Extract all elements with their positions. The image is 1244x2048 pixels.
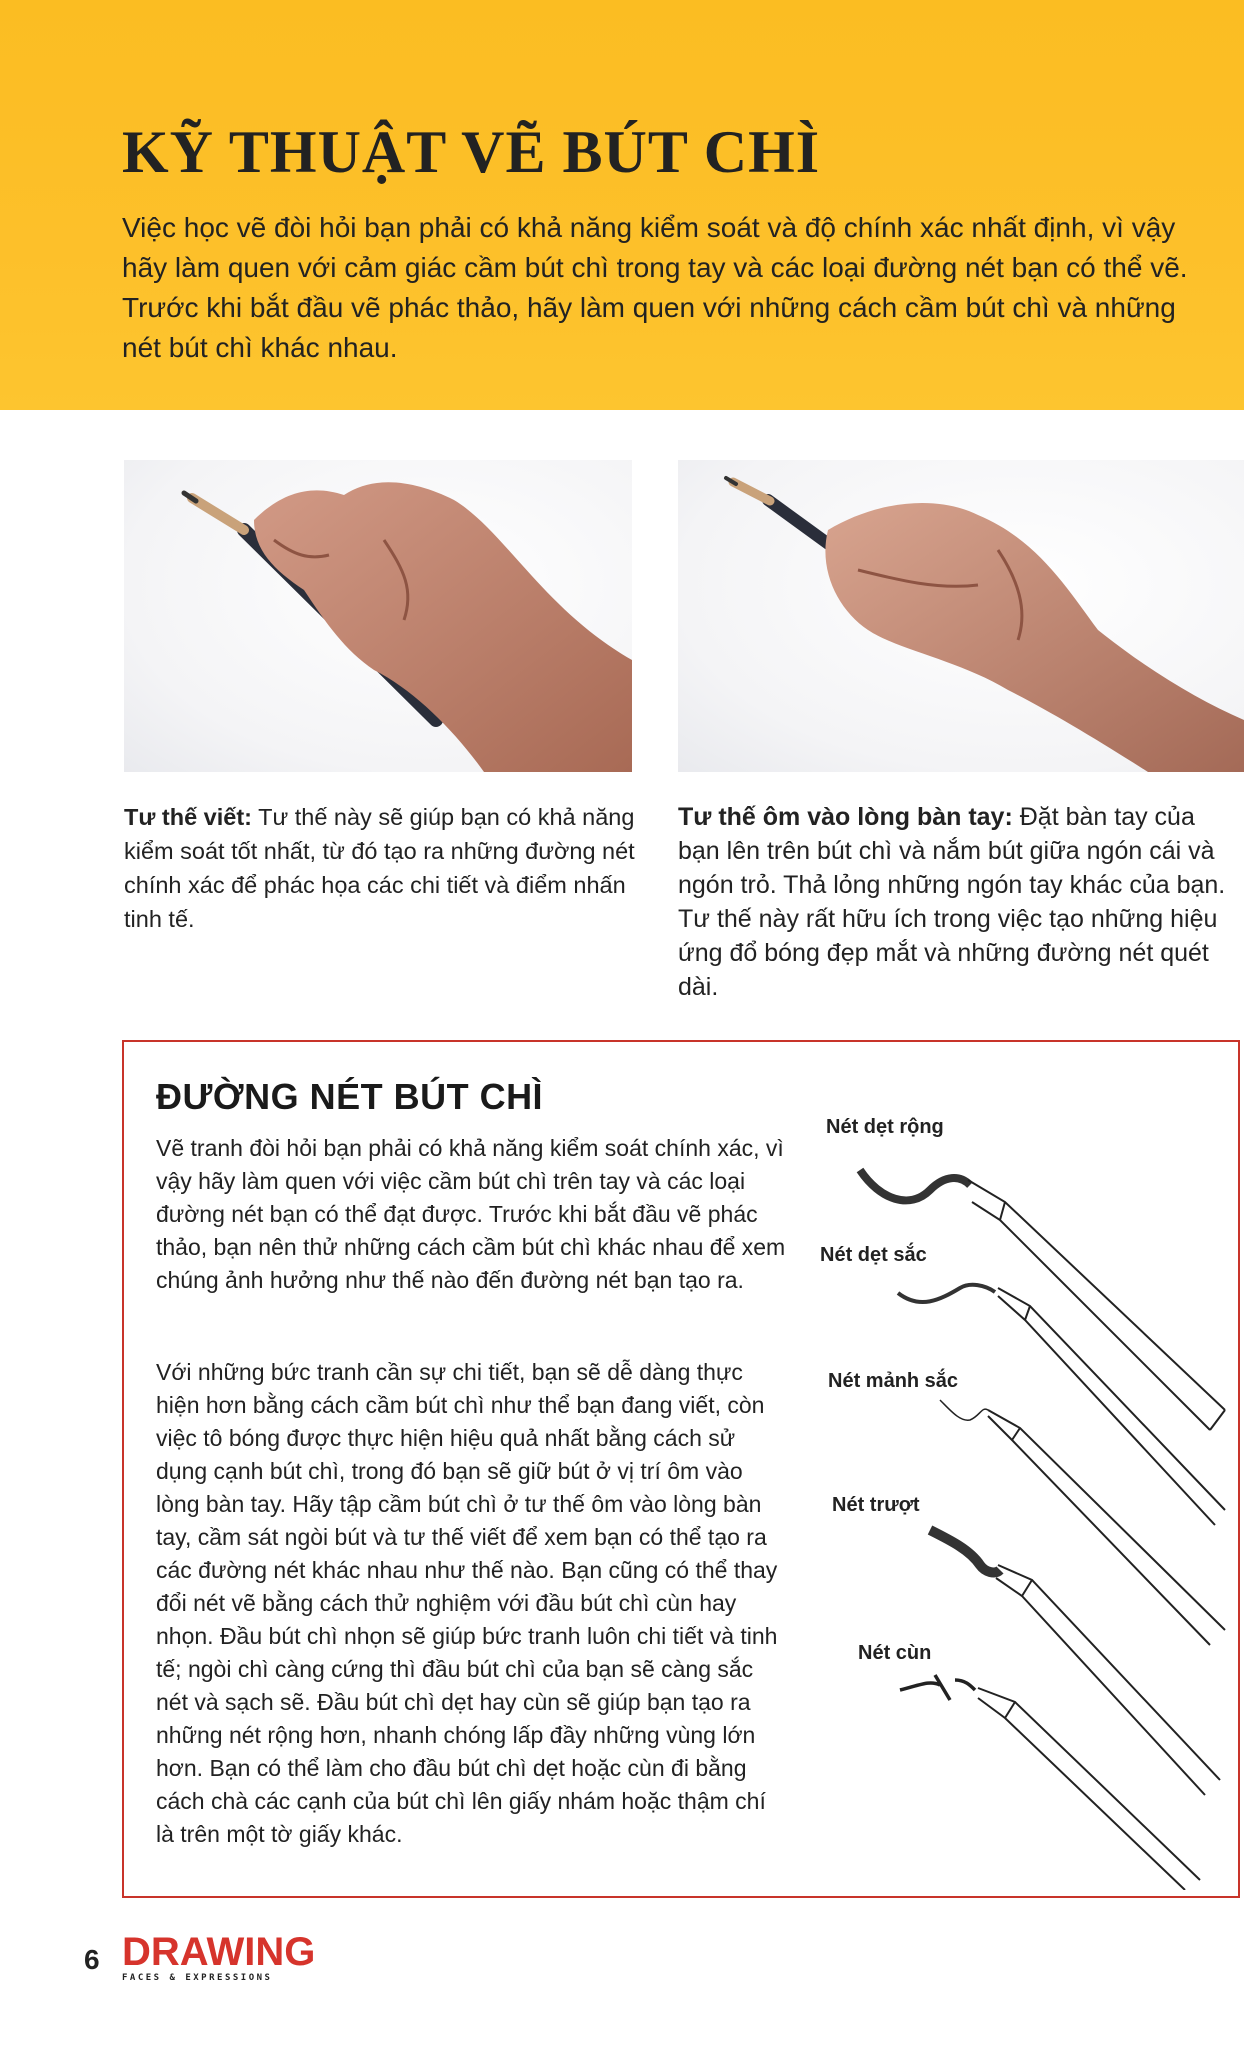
page-number: 6 bbox=[84, 1944, 100, 1975]
stroke-label-broad-flat: Nét dẹt rộng bbox=[826, 1116, 944, 1138]
caption-underhand-grip bbox=[678, 800, 1230, 1004]
page-title: KỸ THUẬT VẼ BÚT CHÌ bbox=[122, 119, 821, 185]
box-title: ĐƯỜNG NÉT BÚT CHÌ bbox=[156, 1076, 544, 1117]
stroke-label-glide: Nét trượt bbox=[832, 1494, 920, 1516]
intro-paragraph: Việc học vẽ đòi hỏi bạn phải có khả năng kiểm soát và độ chính xác nhất định, vì vậy hãy làm quen với cảm giác cầm bút chì trong tay và các loại đường nét bạn có thể vẽ. Trước khi bắt đầu vẽ phác thảo, hãy làm quen với những cách cầm bút chì và những nét bút chì khác nhau. bbox=[122, 212, 1188, 363]
stroke-label-blunt: Nét cùn bbox=[858, 1642, 932, 1664]
box-paragraph-2: Với những bức tranh cần sự chi tiết, bạn sẽ dễ dàng thực hiện hơn bằng cách cầm bút chì như thể bạn đang viết, còn việc tô bóng được thực hiện hiệu quả nhất bằng cách sử dụng cạnh bút chì, trong đó bạn sẽ giữ bút ở vị trí ôm vào lòng bàn tay. Hãy tập cầm bút chì ở tư thế ôm vào lòng bàn tay, cầm sát ngòi bút và tư thế viết để xem bạn có thể tạo ra các đường nét khác nhau như thế nào. Bạn cũng có thể thay đổi nét vẽ bằng cách thử nghiệm với đầu bút chì cùn hay nhọn. Đầu bút chì nhọn sẽ giúp bức tranh luôn chi tiết và tinh tế; ngòi chì càng cứng thì đầu bút chì của bạn sẽ càng sắc nét và sạch sẽ. Đầu bút chì dẹt hay cùn sẽ giúp bạn tạo ra những nét rộng hơn, nhanh chóng lấp đầy những vùng lớn hơn. Bạn có thể làm cho đầu bút chì dẹt hoặc cùn đi bằng cách chà các cạnh của bút chì lên giấy nhám hoặc thậm chí là trên một tờ giấy khác. bbox=[156, 1359, 778, 1847]
pencil-strokes-illustration bbox=[800, 1110, 1240, 1890]
caption-writing-grip bbox=[124, 800, 636, 936]
caption-underhand-grip-lead: Tư thế ôm vào lòng bàn tay: bbox=[678, 803, 1013, 831]
brand-subtitle: FACES & EXPRESSIONS bbox=[122, 1973, 273, 1983]
photo-writing-grip bbox=[124, 460, 632, 772]
photo-underhand-grip bbox=[678, 460, 1244, 772]
brand-name: DRAWING bbox=[122, 1930, 316, 1974]
brand-logo bbox=[122, 1930, 315, 1983]
caption-underhand-grip-text: Đặt bàn tay của bạn lên trên bút chì và nắm bút giữa ngón cái và ngón trỏ. Thả lỏng những ngón tay khác của bạn. Tư thế này rất hữu ích trong việc tạo những hiệu ứng đổ bóng đẹp mắt và những đường nét quét dài. bbox=[678, 803, 1226, 1001]
stroke-label-sharp-flat: Nét dẹt sắc bbox=[820, 1244, 927, 1266]
caption-writing-grip-lead: Tư thế viết: bbox=[124, 804, 252, 830]
box-paragraph-1: Vẽ tranh đòi hỏi bạn phải có khả năng kiểm soát chính xác, vì vậy hãy làm quen với việc cầm bút chì trên tay và các loại đường nét bạn có thể đạt được. Trước khi bắt đầu vẽ phác thảo, bạn nên thử những cách cầm bút chì khác nhau để xem chúng ảnh hưởng như thế nào đến đường nét bạn tạo ra. bbox=[156, 1135, 786, 1293]
caption-writing-grip-text: Tư thế này sẽ giúp bạn có khả năng kiểm soát tốt nhất, từ đó tạo ra những đường nét chính xác để phác họa các chi tiết và điểm nhấn tinh tế. bbox=[124, 804, 635, 932]
stroke-label-fine-sharp: Nét mảnh sắc bbox=[828, 1370, 959, 1392]
